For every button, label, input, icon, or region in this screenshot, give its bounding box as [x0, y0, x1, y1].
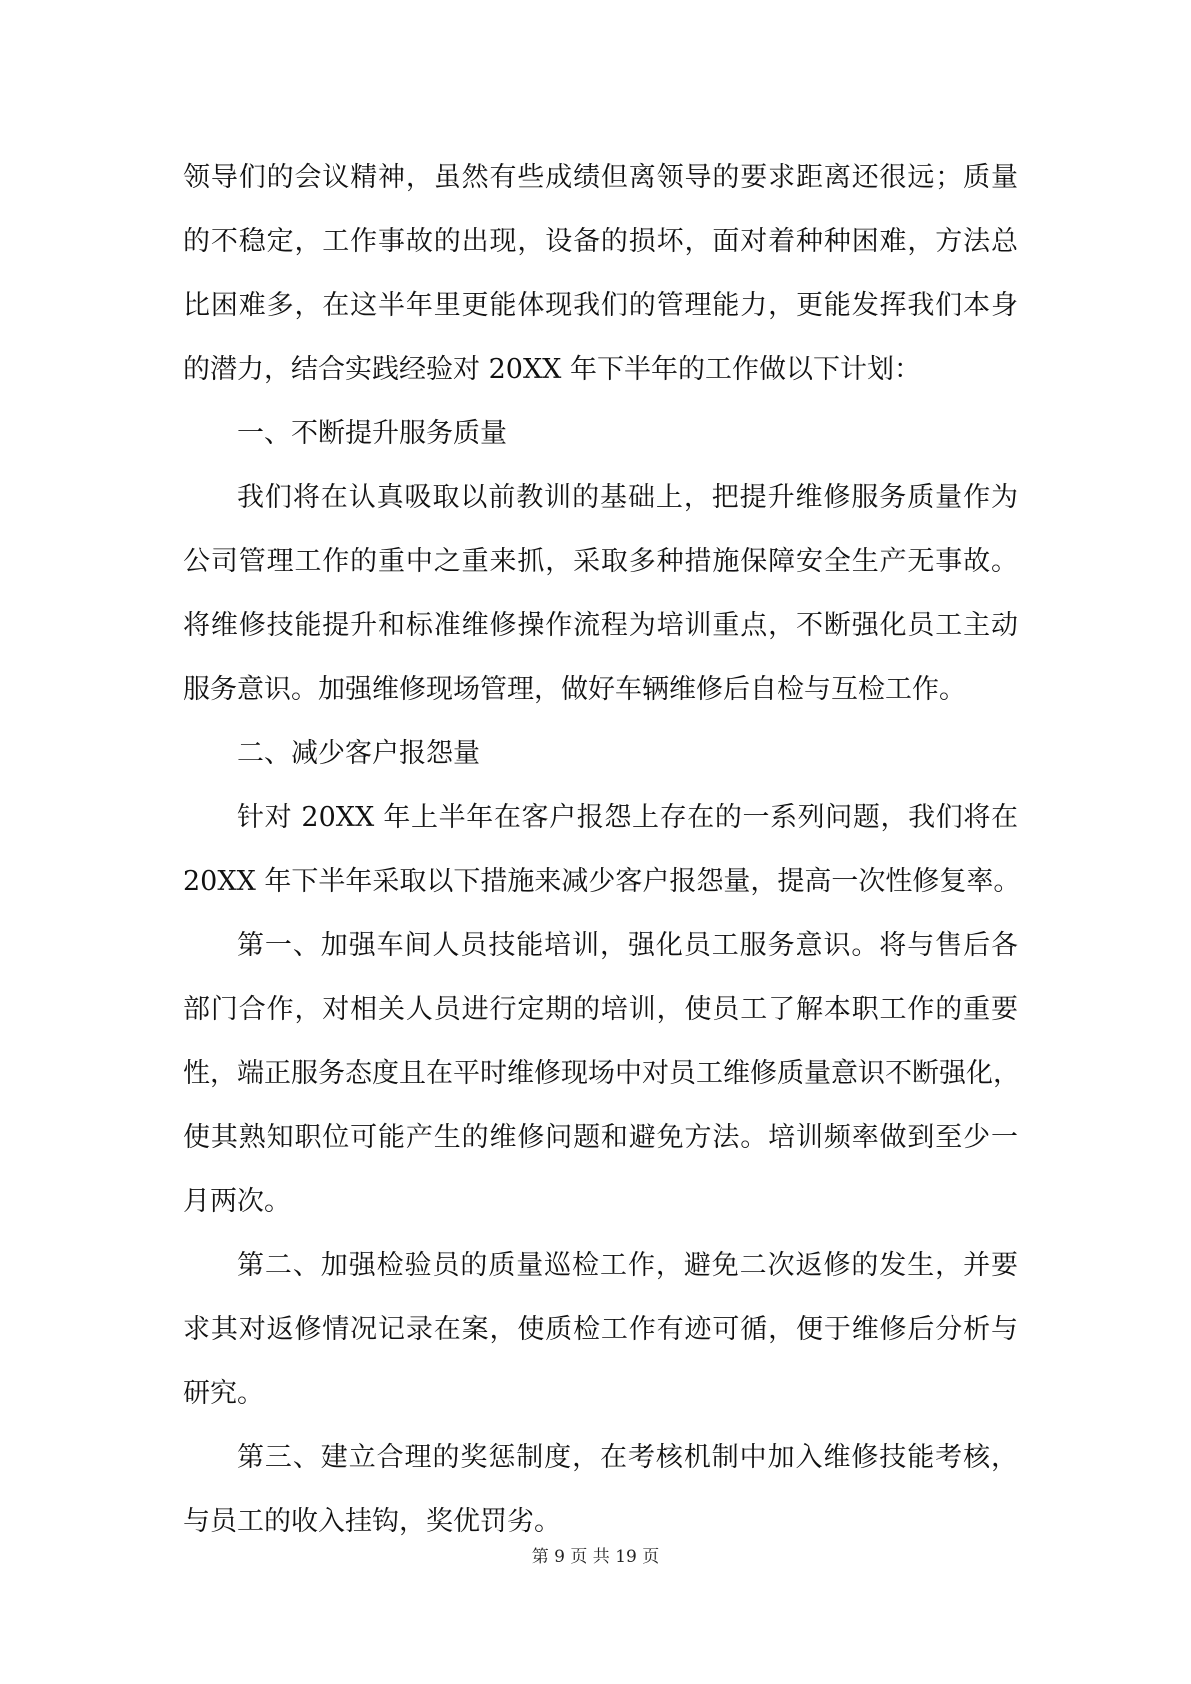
text-line: 比困难多，在这半年里更能体现我们的管理能力，更能发挥我们本身 [183, 290, 1018, 321]
text-line: 针对 20XX 年上半年在客户报怨上存在的一系列问题，我们将在 [237, 802, 1018, 833]
text-line: 公司管理工作的重中之重来抓，采取多种措施保障安全生产无事故。 [183, 546, 1018, 577]
text-line: 第二、加强检验员的质量巡检工作，避免二次返修的发生，并要 [237, 1250, 1018, 1281]
text-line: 与员工的收入挂钩，奖优罚劣。 [183, 1506, 561, 1537]
text-line: 部门合作，对相关人员进行定期的培训，使员工了解本职工作的重要 [183, 994, 1018, 1025]
heading-text: 一、不断提升服务质量 [237, 418, 507, 449]
text-line: 我们将在认真吸取以前教训的基础上，把提升维修服务质量作为 [237, 482, 1018, 513]
paragraph-measure-2 [183, 1234, 1018, 1426]
paragraph-measure-3 [183, 1426, 1018, 1554]
text-line: 领导们的会议精神，虽然有些成绩但离领导的要求距离还很远；质量 [183, 162, 1018, 193]
text-line: 使其熟知职位可能产生的维修问题和避免方法。培训频率做到至少一 [183, 1122, 1018, 1153]
text-line: 性，端正服务态度且在平时维修现场中对员工维修质量意识不断强化， [183, 1058, 1020, 1089]
text-line: 的潜力，结合实践经验对 20XX 年下半年的工作做以下计划： [183, 354, 921, 385]
page-number-footer: 第 9 页 共 19 页 [531, 1547, 660, 1567]
text-line: 的不稳定，工作事故的出现，设备的损坏，面对着种种困难，方法总 [183, 226, 1018, 257]
text-line: 求其对返修情况记录在案，使质检工作有迹可循，便于维修后分析与 [183, 1314, 1018, 1345]
text-line: 将维修技能提升和标准维修操作流程为培训重点，不断强化员工主动 [183, 610, 1018, 641]
text-line: 月两次。 [183, 1186, 291, 1217]
section-heading-1 [183, 402, 1018, 466]
text-line: 第一、加强车间人员技能培训，强化员工服务意识。将与售后各 [237, 930, 1018, 961]
paragraph-measure-1 [183, 914, 1018, 1234]
text-line: 服务意识。加强维修现场管理，做好车辆维修后自检与互检工作。 [183, 674, 966, 705]
heading-text: 二、减少客户报怨量 [237, 738, 480, 769]
paragraph-plan-intro [183, 146, 1018, 402]
document-body [183, 146, 1021, 1554]
paragraph-complaint-intro [183, 786, 1021, 914]
section-heading-2 [183, 722, 1018, 786]
text-line: 研究。 [183, 1378, 264, 1409]
text-line: 第三、建立合理的奖惩制度，在考核机制中加入维修技能考核， [237, 1442, 1018, 1473]
paragraph-service-quality [183, 466, 1018, 722]
text-line: 20XX 年下半年采取以下措施来减少客户报怨量，提高一次性修复率。 [183, 866, 1021, 897]
